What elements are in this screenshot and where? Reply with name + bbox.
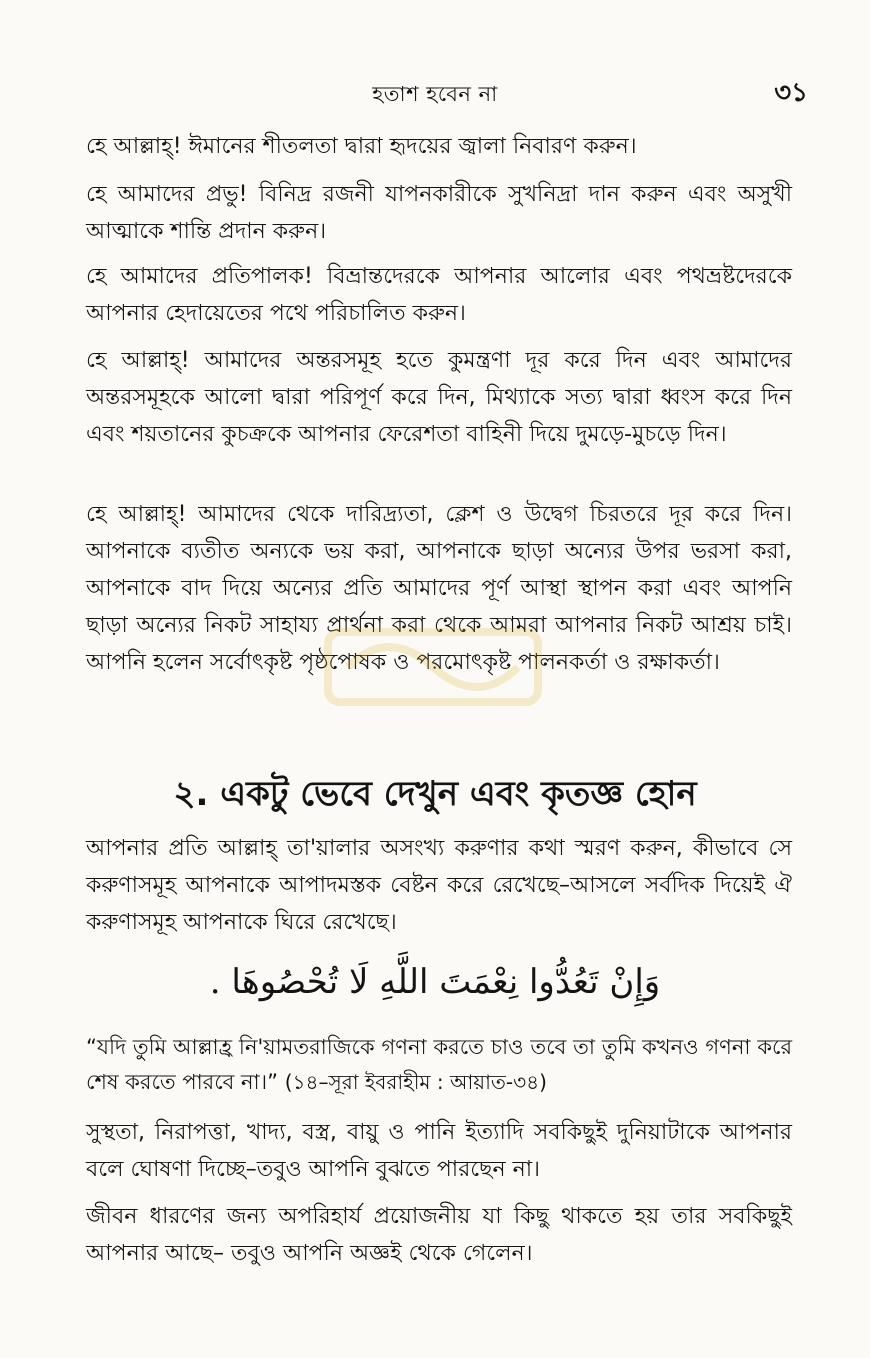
prayer-paragraph-3: হে আমাদের প্রতিপালক! বিভ্রান্তদেরকে আপনার আলোর এবং পথভ্রষ্টদেরকে আপনার হেদায়েতের পথে পরিচালিত করুন।: [86, 264, 792, 326]
prayer-paragraph-2: হে আমাদের প্রভু! বিনিদ্র রজনী যাপনকারীকে সুখনিদ্রা দান করুন এবং অসুখী আত্মাকে শান্তি প্রদান করুন।: [86, 182, 792, 244]
translation-text: “যদি তুমি আল্লাহ্র নি'য়ামতরাজিকে গণনা করতে চাও তবে তা তুমি কখনও গণনা করে শেষ করতে পারবে না।”: [86, 1035, 792, 1094]
page-number: ৩১: [774, 78, 808, 108]
section-heading: ২. একটু ভেবে দেখুন এবং কৃতজ্ঞ হোন: [173, 774, 697, 814]
verse-translation: [86, 1030, 792, 1100]
paragraph-after-verse-1: সুস্থতা, নিরাপত্তা, খাদ্য, বস্ত্র, বায়ু ও পানি ইত্যাদি সবকিছুই দুনিয়াটাকে আপনার বলে ঘোষণা দিচ্ছে–তবুও আপনি বুঝতে পারছেন না।: [86, 1120, 792, 1182]
quran-verse-arabic: وَإِنْ تَعُدُّوا نِعْمَتَ اللَّهِ لَا تُحْصُوهَا .: [209, 962, 661, 1002]
prayer-paragraph-5: হে আল্লাহ্! আমাদের থেকে দারিদ্র্যতা, ক্লেশ ও উদ্বেগ চিরতরে দূর করে দিন। আপনাকে ব্যতীত অন্যকে ভয় করা, আপনাকে ছাড়া অন্যের উপর ভরসা করা, আপনাকে বাদ দিয়ে অন্যের প্রতি আমাদের পূর্ণ আস্থা স্থাপন করা এবং আপনি ছাড়া অন্যের নিকট সাহায্য প্রার্থনা করা থেকে আমরা আপনার নিকট আশ্রয় চাই। আপনি হলেন সর্বোৎকৃষ্ট পৃষ্ঠপোষক ও পরমোৎকৃষ্ট পালনকর্তা ও রক্ষাকর্তা।: [86, 502, 792, 675]
verse-reference: (১৪–সূরা ইবরাহীম : আয়াত-৩৪): [284, 1070, 547, 1094]
prayer-paragraph-4: হে আল্লাহ্! আমাদের অন্তরসমূহ হতে কুমন্ত্রণা দূর করে দিন এবং আমাদের অন্তরসমূহকে আলো দ্বারা পরিপূর্ণ করে দিন, মিথ্যাকে সত্য দ্বারা ধ্বংস করে দিন এবং শয়তানের কুচক্রকে আপনার ফেরেশতা বাহিনী দিয়ে দুমড়ে-মুচড়ে দিন।: [86, 348, 792, 447]
paragraph-after-verse-2: জীবন ধারণের জন্য অপরিহার্য প্রয়োজনীয় যা কিছু থাকতে হয় তার সবকিছুই আপনার আছে– তবুও আপনি অজ্ঞই থেকে গেলেন।: [86, 1204, 792, 1266]
running-title: হতাশ হবেন না: [372, 82, 498, 106]
prayer-paragraph-1: হে আল্লাহ্! ঈমানের শীতলতা দ্বারা হৃদয়ের জ্বালা নিবারণ করুন।: [86, 134, 637, 159]
section-intro: আপনার প্রতি আল্লাহ্ তা'য়ালার অসংখ্য করুণার কথা স্মরণ করুন, কীভাবে সে করুণাসমূহ আপনাকে আপাদমস্তক বেষ্টন করে রেখেছে–আসলে সর্বদিক দিয়েই ঐ করুণাসমূহ আপনাকে ঘিরে রেখেছে।: [86, 836, 792, 935]
